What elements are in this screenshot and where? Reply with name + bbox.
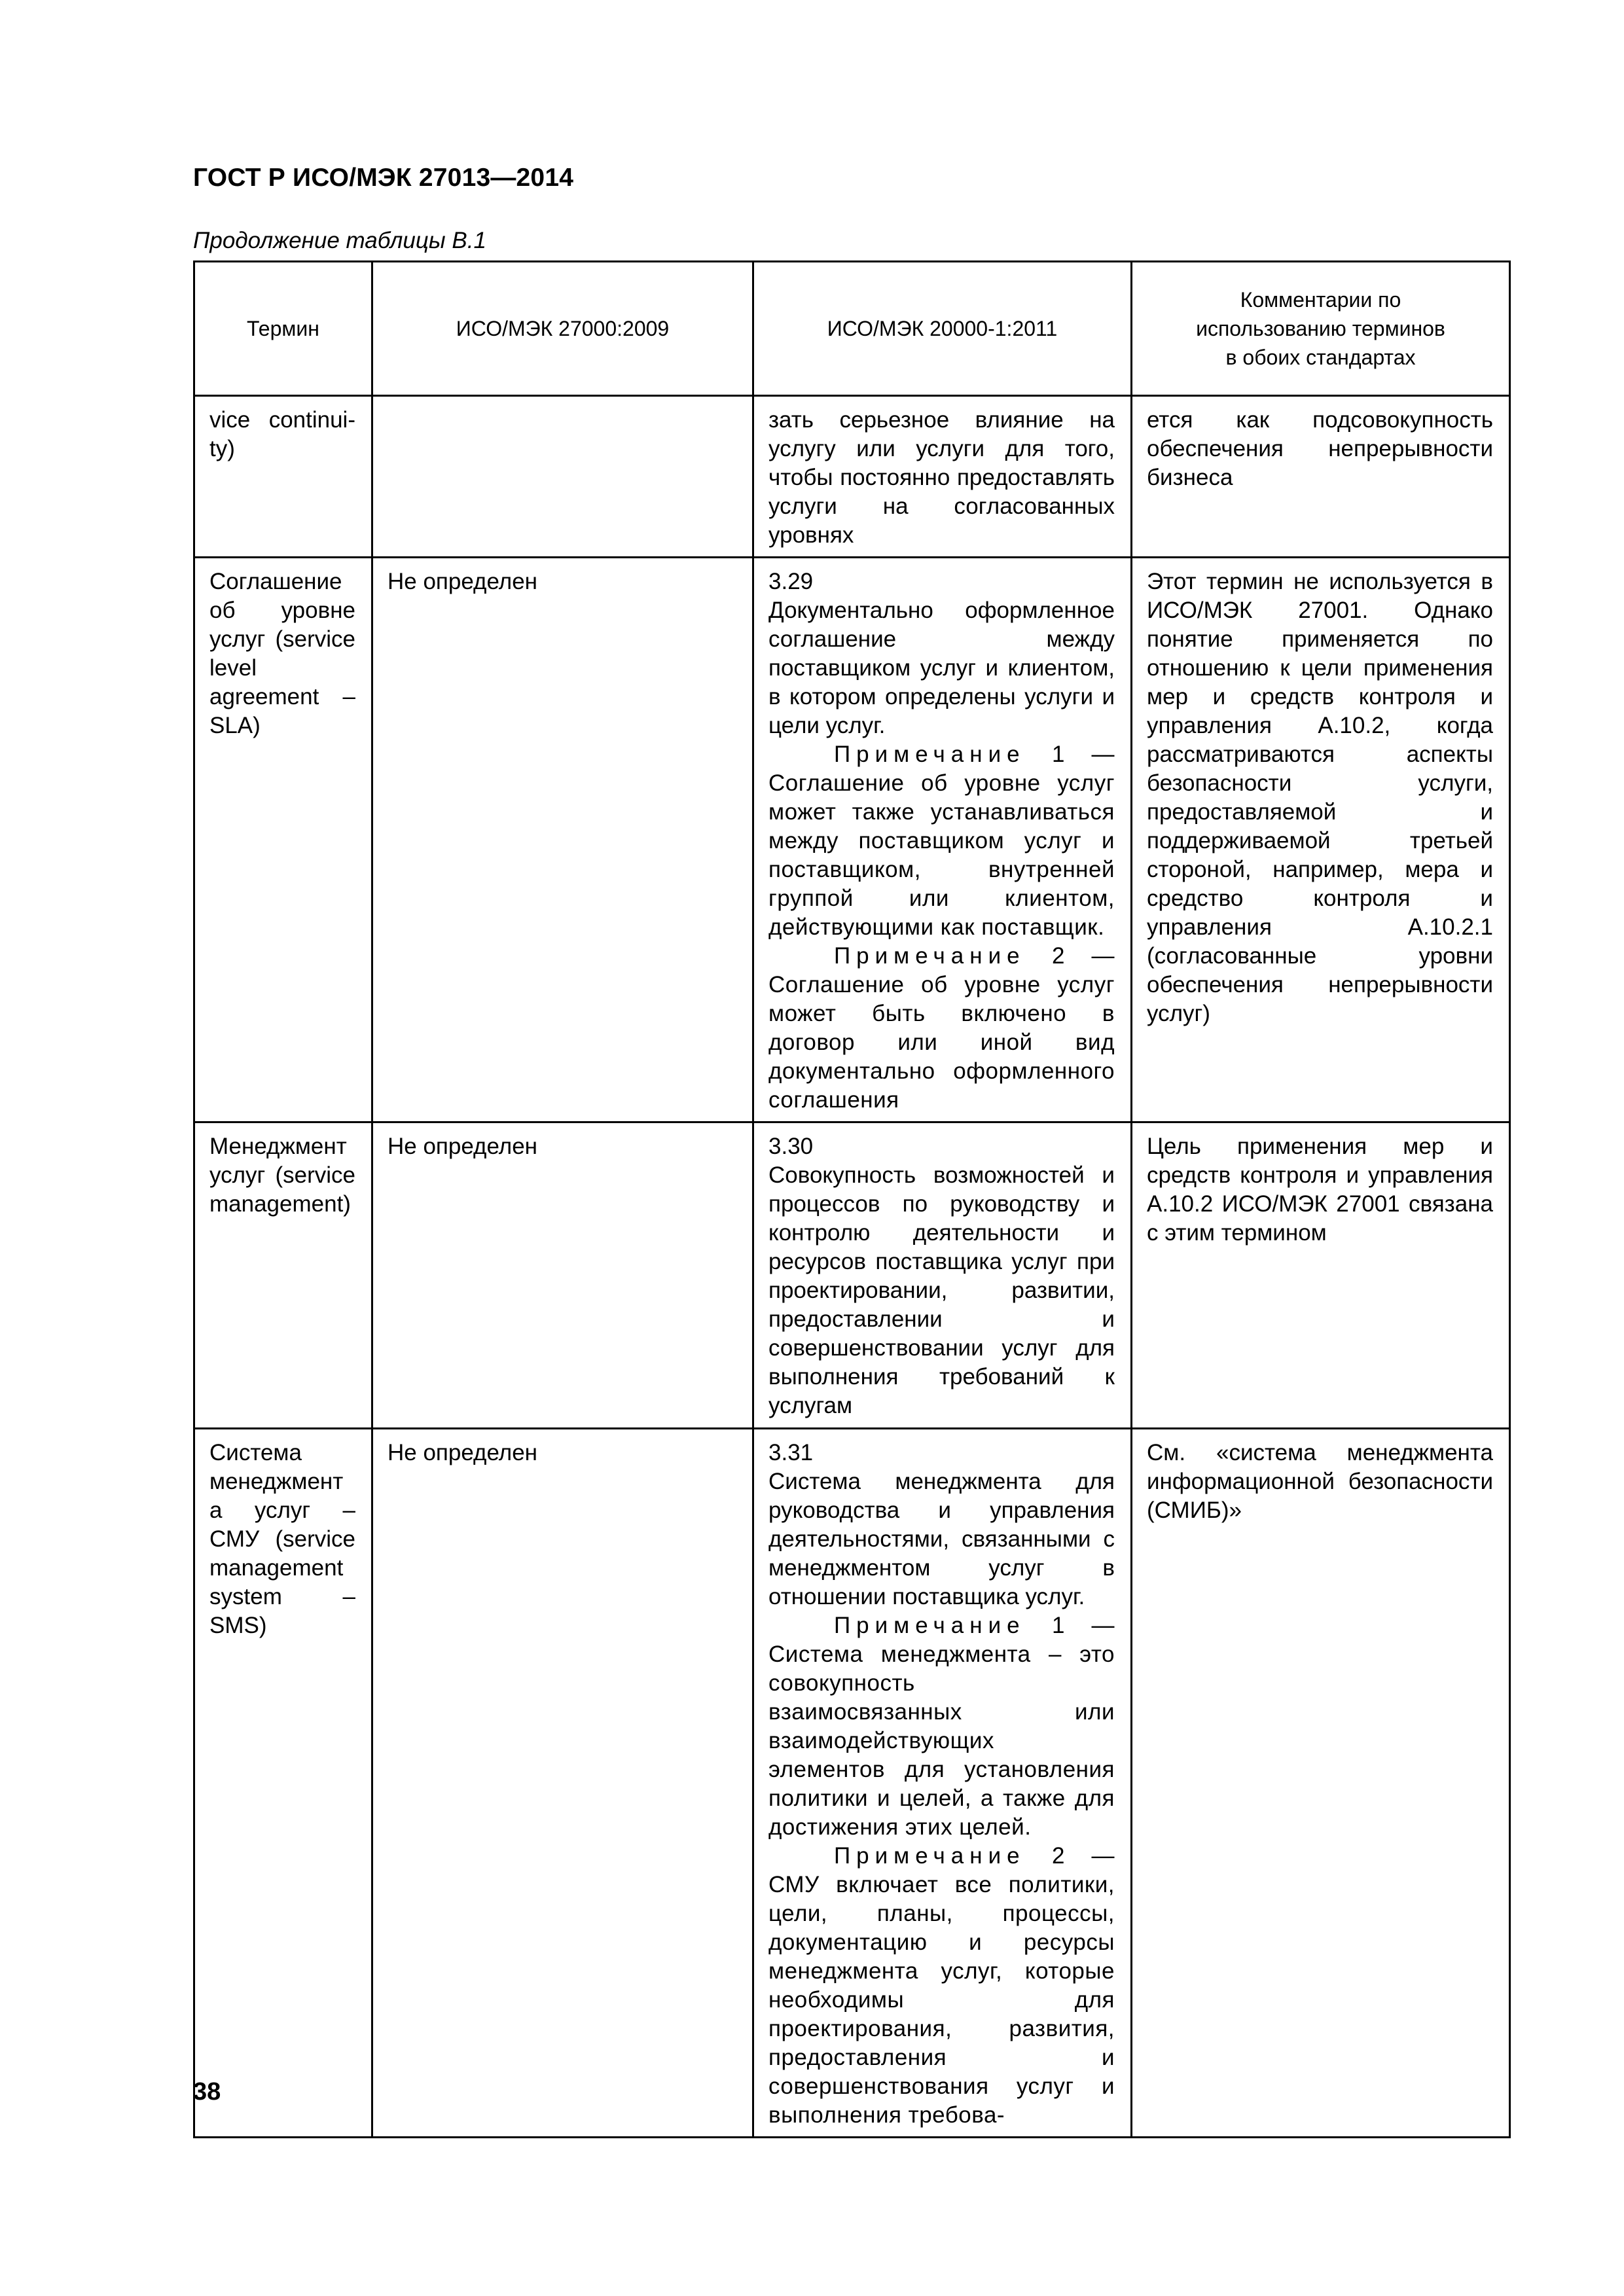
iso20000-text: Система менеджмента для руководства и управления деятельностями, связанными с менеджментом услуг в отношении поставщика услуг. (768, 1469, 1115, 1609)
note-label: Примечание 2 (834, 1843, 1071, 1869)
table-row (194, 1429, 1510, 2138)
note (768, 942, 1115, 1115)
term-cell: Менеджмент услуг (service management) (194, 1122, 372, 1429)
term-cell: Система менеджмента услуг – СМУ (service management system – SMS) (194, 1429, 372, 2138)
note-label: Примечание 1 (834, 1613, 1071, 1638)
table-row (194, 396, 1510, 558)
iso20000-text: Совокупность возможностей и процессов по руководству и контролю деятельности и ресурсов поставщика услуг при проектировании, развитии, предоставлении и совершенствовании услуг для выполнения требований к услугам (768, 1162, 1115, 1418)
column-header-comments: Комментарии по использованию терминов в обоих стандартах (1132, 262, 1510, 396)
column-header-iso20000: ИСО/МЭК 20000-1:2011 (753, 262, 1132, 396)
note-label: Примечание 2 (834, 943, 1071, 969)
iso27000-cell (372, 396, 753, 558)
note-text: — Соглашение об уровне услуг может также устанавливаться между поставщиком услуг и поставщиком, внутренней группой или клиентом, действующими как поставщик. (768, 742, 1115, 940)
table-row (194, 1122, 1510, 1429)
comment-cell: Этот термин не используется в ИСО/МЭК 27001. Однако понятие применяется по отношению к цели применения мер и средств контроля и управления А.10.2, когда рассматриваются аспекты безопасности услуги, предоставляемой и поддерживаемой третьей стороной, например, мера и средство контроля и управления А.10.2.1 (согласованные уровни обеспечения непрерывности услуг) (1132, 558, 1510, 1122)
comment-cell: Цель применения мер и средств контроля и управления А.10.2 ИСО/МЭК 27001 связана с этим термином (1132, 1122, 1510, 1429)
iso27000-cell: Не определен (372, 558, 753, 1122)
note-text: — Соглашение об уровне услуг может быть включено в договор или иной вид документально оформленного соглашения (768, 943, 1115, 1113)
column-header-term: Термин (194, 262, 372, 396)
column-header-iso27000: ИСО/МЭК 27000:2009 (372, 262, 753, 396)
note (768, 1611, 1115, 1842)
note-text: — Система менеджмента – это совокупность взаимосвязанных или взаимодействующих элементов для установления политики и целей, а также для достижения этих целей. (768, 1613, 1115, 1840)
iso20000-cell (753, 1429, 1132, 2138)
iso27000-cell: Не определен (372, 1429, 753, 2138)
table-caption: Продолжение таблицы В.1 (193, 228, 486, 253)
note-label: Примечание 1 (834, 742, 1071, 767)
definition-number: 3.30 (768, 1134, 814, 1159)
comment-cell: ется как подсовокупность обеспечения непрерывности бизнеса (1132, 396, 1510, 558)
table-row (194, 558, 1510, 1122)
term-cell: Соглашение об уровне услуг (service level agreement – SLA) (194, 558, 372, 1122)
term-cell: vice continui-ty) (194, 396, 372, 558)
note (768, 740, 1115, 942)
iso20000-cell (753, 1122, 1132, 1429)
document-header: ГОСТ Р ИСО/МЭК 27013—2014 (193, 164, 574, 192)
iso20000-cell (753, 558, 1132, 1122)
note (768, 1842, 1115, 2130)
terms-table (193, 260, 1511, 2138)
iso27000-cell: Не определен (372, 1122, 753, 1429)
iso20000-cell (753, 396, 1132, 558)
page-number: 38 (193, 2078, 221, 2106)
iso20000-text: зать серьезное влияние на услугу или услуги для того, чтобы постоянно предоставлять услуги на согласованных уровнях (768, 407, 1115, 548)
iso20000-text: Документально оформленное соглашение между поставщиком услуг и клиентом, в котором определены услуги и цели услуг. (768, 598, 1115, 738)
comment-cell: См. «система менеджмента информационной безопасности (СМИБ)» (1132, 1429, 1510, 2138)
definition-number: 3.31 (768, 1440, 814, 1465)
note-text: — СМУ включает все политики, цели, планы, процессы, документацию и ресурсы менеджмента услуг, которые необходимы для проектирования, развития, предоставления и совершенствования услуг и выполнения требова- (768, 1843, 1115, 2128)
definition-number: 3.29 (768, 569, 814, 594)
table-header-row (194, 262, 1510, 396)
